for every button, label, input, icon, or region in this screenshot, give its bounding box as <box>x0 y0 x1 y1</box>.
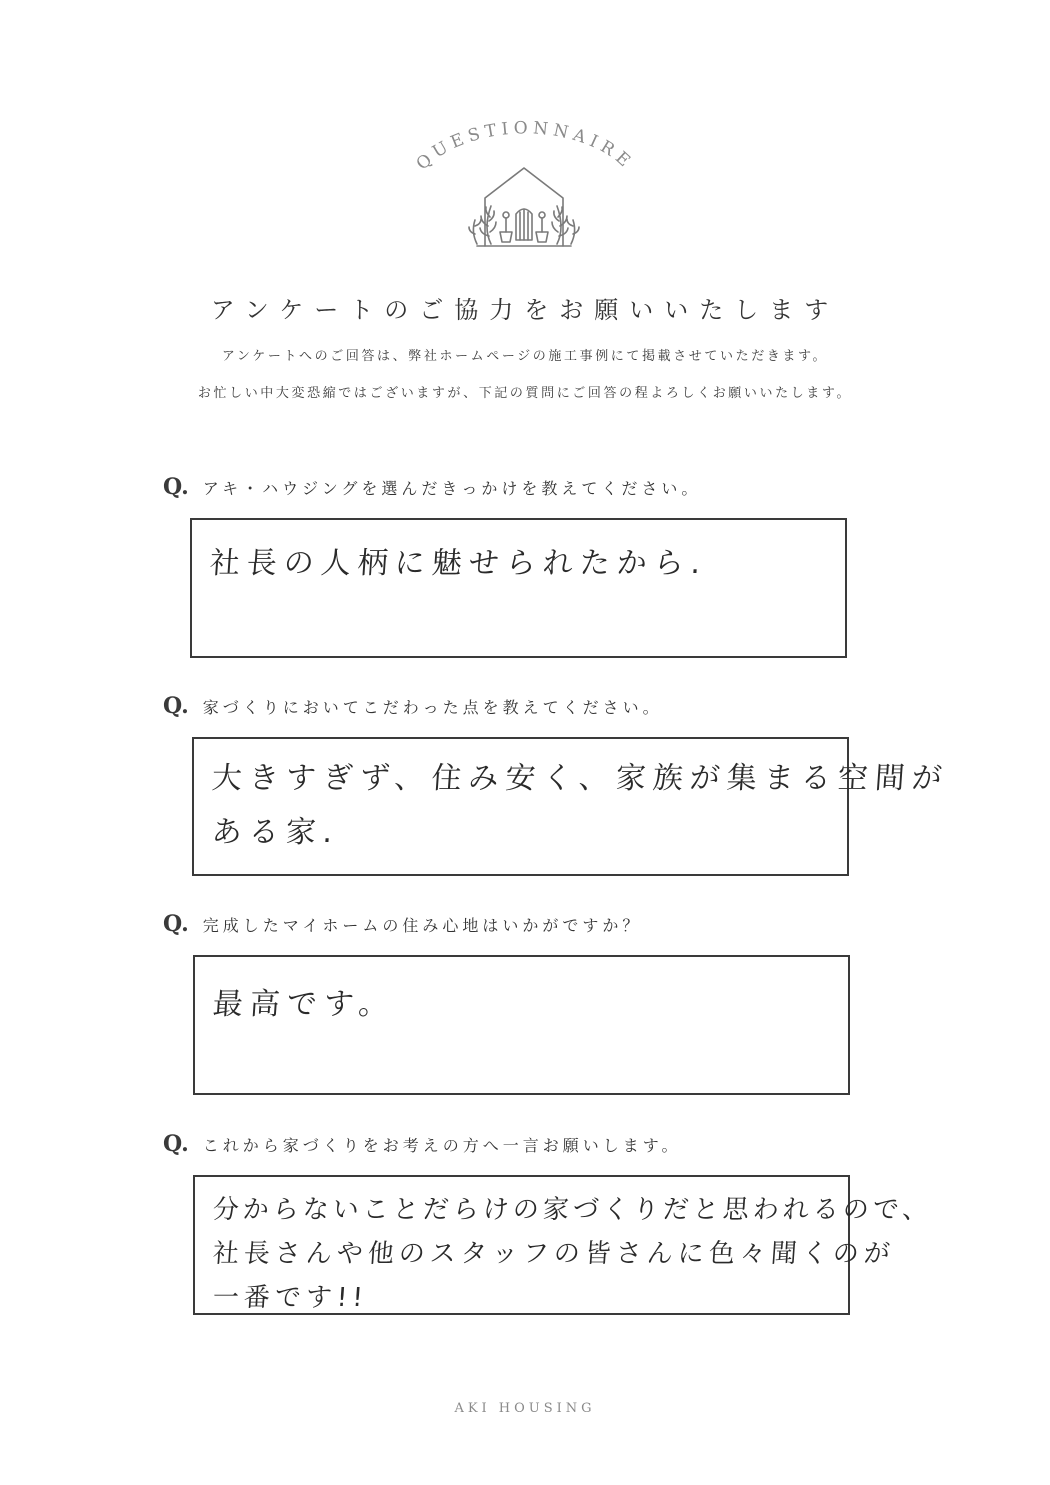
question-mark: Q. <box>163 693 189 719</box>
house-with-plants-icon <box>469 168 579 246</box>
question-mark: Q. <box>163 1131 189 1157</box>
question-text: 家づくりにおいてこだわった点を教えてください。 <box>202 698 663 717</box>
intro-description-line-2: お忙しい中大変恐縮ではございますが、下記の質問にご回答の程よろしくお願いいたします。 <box>197 386 853 401</box>
page-title: アンケートのご協力をお願いいたします <box>210 296 840 324</box>
question-text: 完成したマイホームの住み心地はいかがですか？ <box>202 916 643 935</box>
answer-box-1 <box>190 518 847 658</box>
answer-text-line: 一番です!! <box>211 1283 369 1313</box>
answer-text-line: 最高です。 <box>211 987 397 1022</box>
question-text: これから家づくりをお考えの方へ一言お願いします。 <box>202 1136 682 1155</box>
question-text: アキ・ハウジングを選んだきっかけを教えてください。 <box>202 479 702 498</box>
answer-text-line: 大きすぎず、住み安く、家族が集まる空間が <box>210 761 950 796</box>
logo-arc-text: QUESTIONNAIRE <box>412 118 638 175</box>
answer-text-line: 分からないことだらけの家づくりだと思われるので、 <box>211 1195 934 1225</box>
question-mark: Q. <box>163 911 189 937</box>
question-4 <box>163 1131 681 1157</box>
footer-brand: AKI HOUSING <box>454 1401 596 1416</box>
question-mark: Q. <box>163 474 189 500</box>
answer-box-2 <box>192 737 950 876</box>
question-1 <box>163 474 701 500</box>
intro-description-line-1: アンケートへのご回答は、弊社ホームページの施工事例にて掲載させていただきます。 <box>221 349 829 364</box>
answer-box-3 <box>193 955 850 1095</box>
answer-box-4 <box>193 1175 934 1315</box>
question-3 <box>163 911 642 937</box>
answer-text-line: 社長さんや他のスタッフの皆さんに色々聞くのが <box>211 1239 896 1269</box>
questionnaire-logo <box>395 118 655 268</box>
answer-text-line: 社長の人柄に魅せられたから. <box>208 546 709 581</box>
answer-text-line: ある家. <box>210 815 341 850</box>
question-2 <box>163 693 663 719</box>
